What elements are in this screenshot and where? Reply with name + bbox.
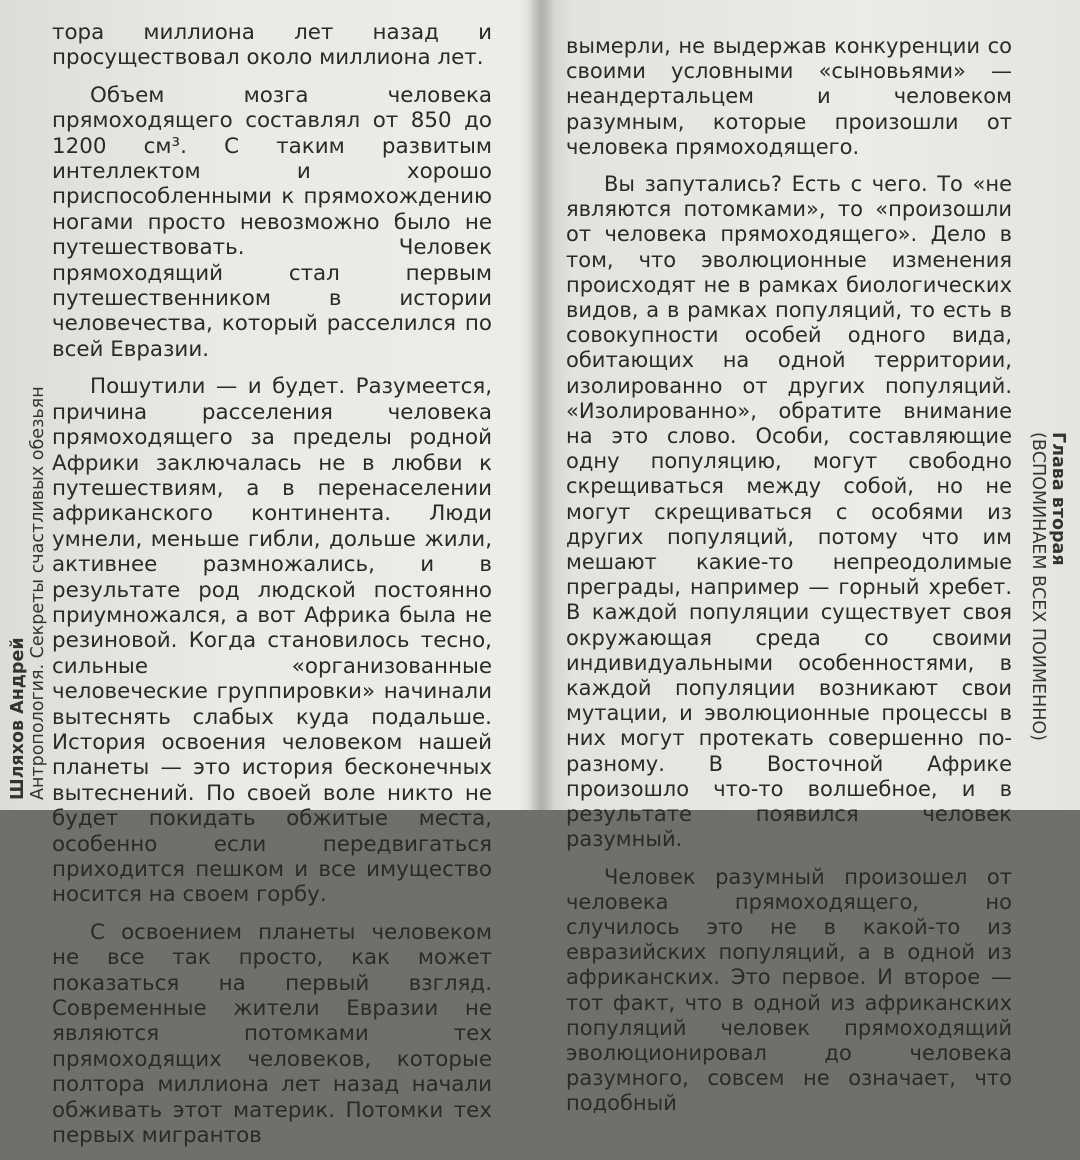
- left-page: [0, 0, 530, 1149]
- book-gutter: [528, 0, 554, 810]
- right-page-text: [566, 34, 1012, 1129]
- header-chapter-subtitle: (ВСПОМИНАЕМ ВСЕХ ПОИМЕННО): [1028, 432, 1048, 741]
- paragraph: тора миллиона лет назад и просуществовал около миллиона лет.: [52, 20, 492, 71]
- right-page: [552, 0, 1080, 1116]
- header-author: Шляхов Андрей: [8, 637, 28, 800]
- left-running-header: [8, 386, 48, 800]
- paragraph: Человек разумный произошел от человека прямоходящего, но случилось это не в какой-то из евразийских популяций, а в одной из африканских. Это первое. И второе — тот факт, что в одной из африканских популяций человек прямоходящий эволюционировал до человека разумного, совсем не означает, что подобный: [566, 864, 1012, 1116]
- paragraph: С освоением планеты человеком не все так просто, как может показаться на первый взгляд. Современные жители Евразии не являются потомками тех прямоходящих человеков, которые полтора миллиона лет назад начали обживать этот материк. Потомки тех первых мигрантов: [52, 919, 492, 1149]
- right-running-header: [1028, 432, 1068, 741]
- paragraph: Объем мозга человека прямоходящего составлял от 850 до 1200 см³. С таким развитым интеллектом и хорошо приспособленными к прямохождению ногами просто невозможно было не путешествовать. Человек прямоходящий стал первым путешественником в истории человечества, который расселился по всей Евразии.: [52, 82, 492, 362]
- paragraph: Вы запутались? Есть с чего. То «не являются потомками», то «произошли от человека прямоходящего». Дело в том, что эволюционные изменения происходят не в рамках биологических видов, а в рамках популяций, то есть в совокупности особей одного вида, обитающих на одной территории, изолированно от других популяций. «Изолированно», обратите внимание на это слово. Особи, составляющие одну популяцию, могут свободно скрещиваться между собой, но не могут скрещиваться с особями из других популяций, потому что им мешают какие-то непреодолимые преграды, например — горный хребет. В каждой популяции существует своя окружающая среда со своими индивидуальными особенностями, в каждой популяции возникают свои мутации, и эволюционные процессы в них могут протекать совершенно по-разному. В Восточной Африке произошло что-то волшебное, и в результате появился человек разумный.: [566, 172, 1012, 852]
- header-chapter: Глава вторая: [1048, 432, 1068, 566]
- paragraph: вымерли, не выдержав конкуренции со своими условными «сыновьями» — неандертальцем и человеком разумным, которые произошли от человека прямоходящего.: [566, 34, 1012, 159]
- paragraph: Пошутили — и будет. Разумеется, причина расселения человека прямоходящего за пределы родной Африки заключалась не в любви к путешествиям, а в перенаселении африканского континента. Люди умнели, меньше гибли, дольше жили, активнее размножались, и в результате род людской постоянно приумножался, а вот Африка была не резиновой. Когда становилось тесно, сильные «организованные человеческие группировки» начинали вытеснять слабых куда подальше. История освоения человеком нашей планеты — это история бесконечных вытеснений. По своей воле никто не будет покидать обжитые места, особенно если передвигаться приходится пешком и все имущество носится на своем горбу.: [52, 374, 492, 908]
- left-page-text: [52, 20, 492, 1160]
- header-book-title: Антропология. Секреты счастливых обезьян: [28, 386, 48, 800]
